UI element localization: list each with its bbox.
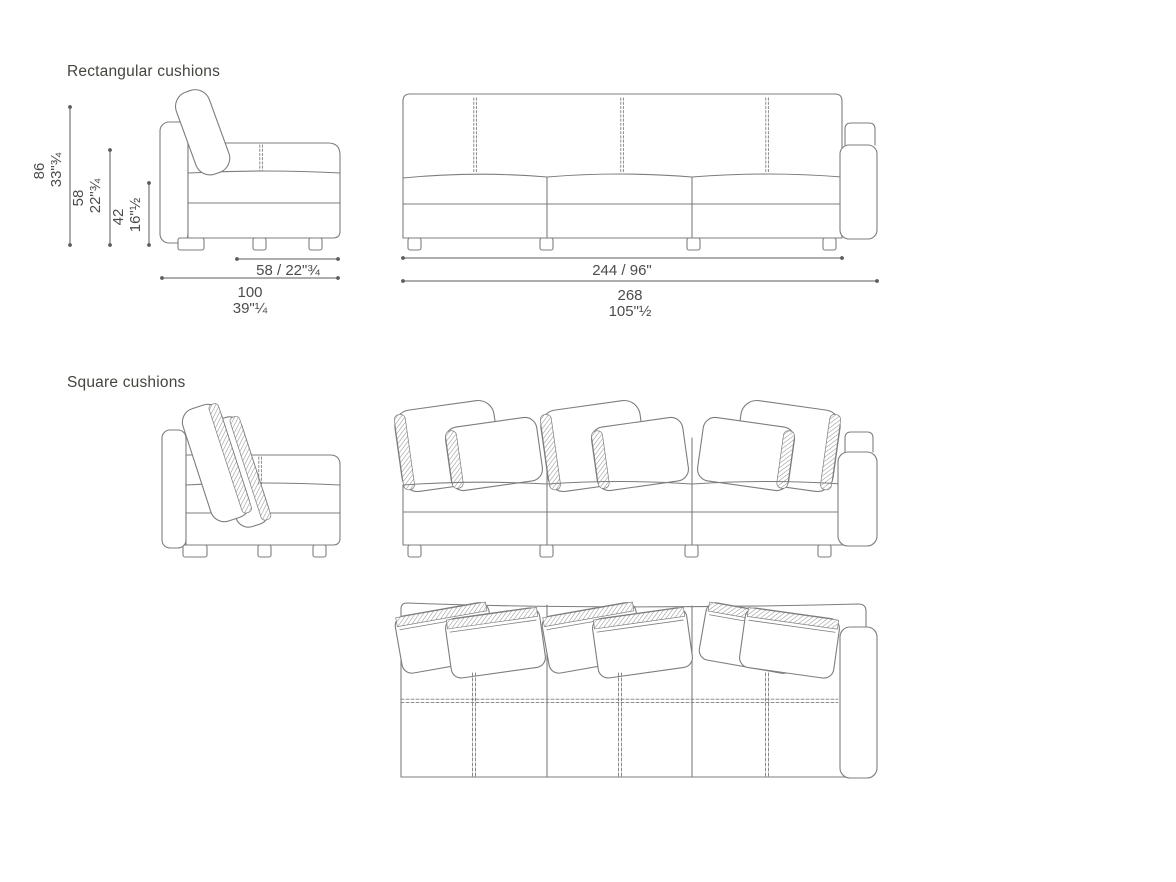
dim-depth-total-in: 39"¼: [232, 300, 268, 317]
dim-height-back-cm: 58: [70, 189, 87, 207]
arm-rest: [840, 627, 877, 778]
rect-front-drawing: [403, 94, 877, 250]
dim-depth-total-cm: 100: [237, 284, 263, 301]
dim-width-seats: 244 / 96": [592, 262, 652, 279]
sofa-feet: [183, 545, 326, 557]
sofa-feet: [408, 545, 831, 557]
top-front-cushion: [591, 607, 693, 680]
dim-height-seat-cm: 42: [110, 208, 127, 226]
square-front-drawing: [393, 398, 877, 557]
front-cushion-small: [696, 416, 796, 492]
arm-back-step: [845, 123, 875, 145]
rect-front-view: [390, 85, 890, 330]
square-top-drawing: [394, 601, 877, 778]
square-side-drawing: [162, 401, 340, 557]
sofa-feet: [178, 238, 322, 250]
front-cushion-small: [590, 416, 690, 492]
square-top-view: [390, 595, 890, 790]
arm-rest: [840, 145, 877, 239]
dim-width-total-in: 105"½: [608, 303, 652, 320]
arm-back-step: [845, 432, 873, 452]
top-front-cushion: [444, 607, 546, 680]
dim-height-total-in: 33"¾: [48, 152, 65, 188]
section-title-square-cushions: Square cushions: [67, 374, 186, 391]
rect-side-drawing: [160, 85, 340, 250]
front-cushion-small: [444, 416, 544, 492]
section-title-rectangular-cushions: Rectangular cushions: [67, 63, 221, 80]
square-side-view: [140, 400, 370, 595]
arm-rest: [838, 452, 877, 546]
sofa-back-panel: [160, 122, 188, 243]
sofa-feet: [408, 238, 836, 250]
square-front-view: [390, 392, 890, 567]
sofa-back-panel: [162, 430, 186, 548]
sofa-body-outline: [403, 94, 842, 238]
dim-seat-depth: 58 / 22"¾: [256, 262, 320, 279]
dim-height-total-cm: 86: [31, 162, 48, 180]
top-front-cushion: [738, 607, 840, 680]
dim-height-back-in: 22"¾: [87, 178, 104, 214]
dim-width-total-cm: 268: [617, 287, 643, 304]
rect-side-view: [25, 85, 375, 330]
dim-height-seat-in: 16"½: [127, 197, 144, 233]
